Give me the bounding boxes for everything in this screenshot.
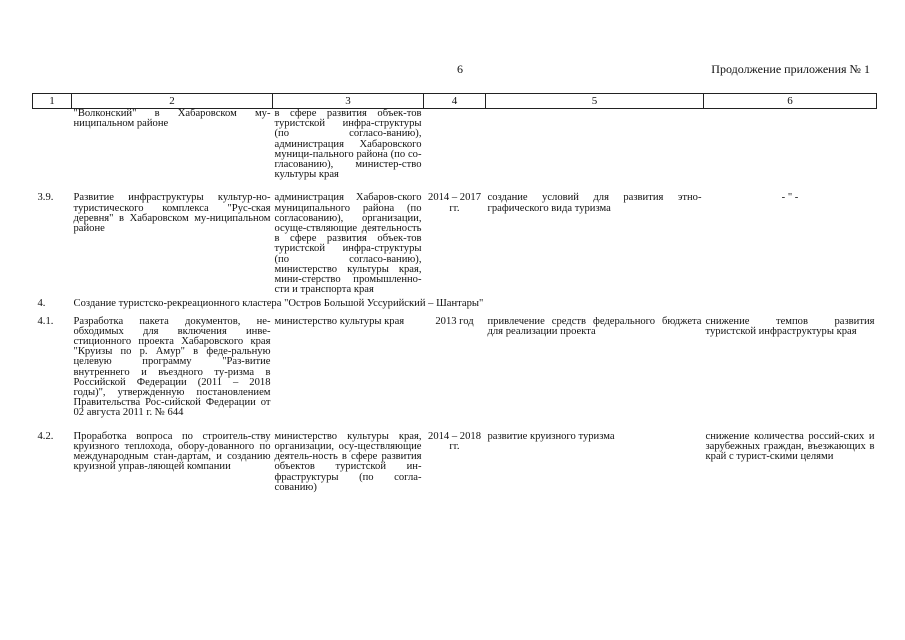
- column-header: 3: [273, 94, 424, 109]
- table-row: [33, 109, 877, 181]
- table-row: [33, 193, 877, 295]
- term-cell: 2014 – 2018 гг.: [428, 430, 481, 452]
- consequence-cell: [704, 109, 877, 181]
- term-cell: 2014 – 2017 гг.: [428, 192, 481, 214]
- table-row: [33, 317, 877, 419]
- event-cell: Развитие инфраструктуры культур-но-туристического комплекса "Рус-ская деревня" в Хабаровском му-ниципальном районе: [73, 192, 271, 235]
- event-cell: Разработка пакета документов, не-обходимых для включения инве-стиционного проекта Хабаровского края "Круизы по р. Амур" в феде-ральную целевую программу "Раз-витие внутреннего и въездного ту-ризма в Российской Федерации (2011 – 2018 годы)", утвержденную постановлением Правительства Рос-сийской Федерации от 02 августа 2011 г. № 644: [73, 315, 271, 419]
- table-header: [33, 94, 877, 109]
- column-header: 2: [72, 94, 273, 109]
- section-title: Создание туристско-рекреационного кластера "Остров Большой Уссурийский – Шантары": [73, 298, 484, 310]
- column-header: 6: [704, 94, 877, 109]
- consequence-cell: снижение количества россий-ских и зарубежных граждан, въезжающих в край с турист-скими целями: [705, 430, 875, 463]
- row-number: 4.1.: [37, 315, 54, 327]
- term-cell: [424, 109, 486, 181]
- event-cell: "Волконский" в Хабаровском му-ниципальном районе: [73, 108, 271, 130]
- column-header: 1: [33, 94, 72, 109]
- event-cell: Проработка вопроса по строитель-ству круизного теплохода, обору-дованного по международным стан-дартам, и созданию круизной управ-ляющей компании: [73, 430, 271, 473]
- row-number: [33, 109, 72, 181]
- executor-cell: в сфере развития объек-тов туристской инфра-структуры (по согласо-ванию), администрация Хабаровского муници-пального района (по со-гласованию), министер-ство культуры края: [274, 108, 422, 181]
- ditto-mark: - " -: [781, 192, 799, 204]
- result-cell: развитие круизного туризма: [487, 430, 615, 442]
- term-cell: 2013 год: [435, 315, 474, 327]
- consequence-cell: [704, 193, 877, 295]
- executor-cell: администрация Хабаров-ского муниципального района (по согласованию), организации, осуще-ствляющие деятельность в сфере развития объек-тов туристской инфра-структуры (по согласо-ванию), министерство культуры края, мини-стерство промышленно-сти и транспорта края: [274, 192, 422, 296]
- executor-cell: министерство культуры края: [274, 315, 405, 327]
- section-number: 4.: [37, 298, 46, 310]
- executor-cell: министерство культуры края, организации, осу-ществляющие деятель-ность в сфере развития объектов туристской ин-фраструктуры (по согла-сованию): [274, 430, 422, 493]
- column-header: 4: [424, 94, 486, 109]
- column-header: 5: [486, 94, 704, 109]
- table-row: [33, 432, 877, 493]
- appendix-continuation-note: Продолжение приложения № 1: [711, 62, 870, 76]
- row-number: 3.9.: [37, 192, 54, 204]
- consequence-cell: снижение темпов развития туристской инфраструктуры края: [705, 315, 875, 337]
- result-cell: [486, 109, 704, 181]
- measures-table: [32, 93, 877, 493]
- result-cell: привлечение средств федерального бюджета для реализации проекта: [487, 315, 702, 337]
- page-number: 6: [457, 62, 463, 76]
- row-number: 4.2.: [37, 430, 54, 442]
- result-cell: создание условий для развития этно-графического вида туризма: [487, 192, 702, 214]
- section-row: [33, 299, 877, 309]
